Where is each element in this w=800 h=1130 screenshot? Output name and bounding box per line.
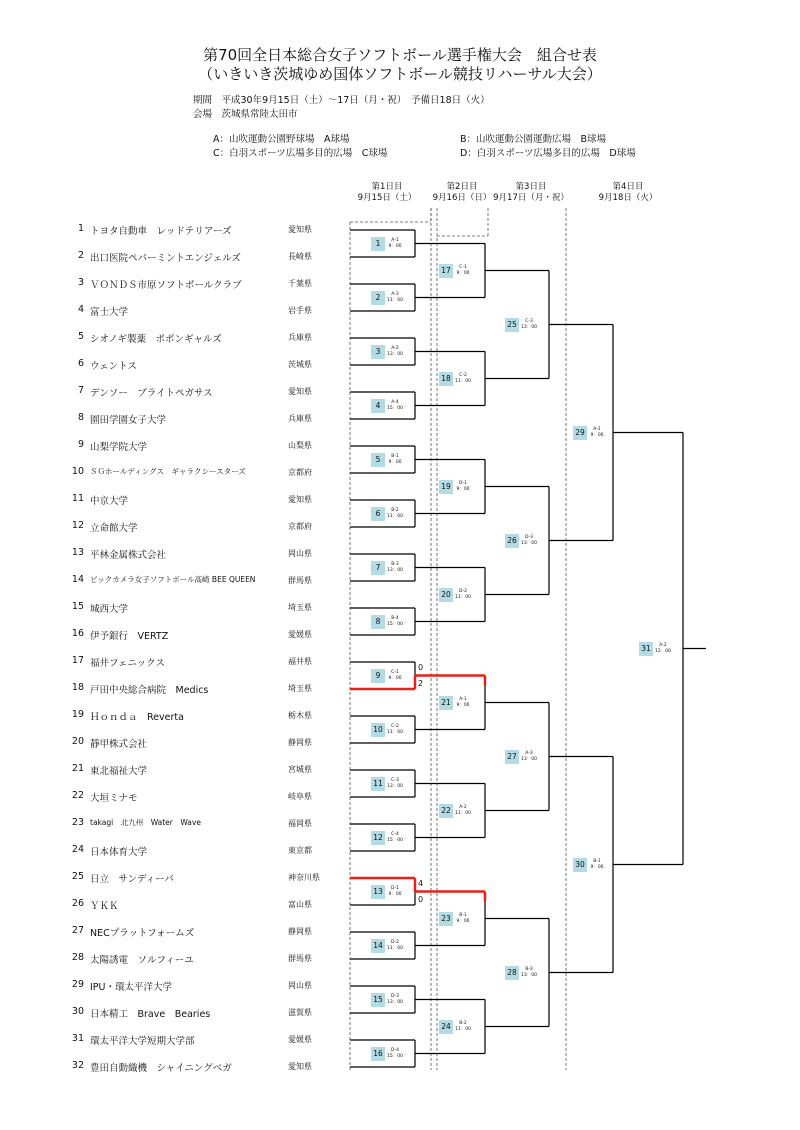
match-court: B-1 xyxy=(459,912,467,918)
match-info xyxy=(450,589,476,601)
team-prefecture: 群馬県 xyxy=(288,576,312,585)
match-info xyxy=(450,697,476,709)
team-prefecture: 千葉県 xyxy=(288,279,312,288)
team-prefecture: 埼玉県 xyxy=(288,603,312,612)
match-number: 12 xyxy=(371,831,385,845)
team-number: 19 xyxy=(71,709,84,720)
match-number: 18 xyxy=(439,372,453,386)
team-prefecture: 愛知県 xyxy=(288,495,312,504)
team-prefecture: 兵庫県 xyxy=(288,414,312,423)
team-name: 富士大学 xyxy=(90,307,129,318)
team-name: シオノギ製薬 ポポンギャルズ xyxy=(90,334,222,345)
team-number: 25 xyxy=(71,871,84,882)
venue-d: D：白羽スポーツ広場多目的広場 D球場 xyxy=(460,148,636,159)
team-number: 4 xyxy=(77,304,84,315)
team-prefecture: 神奈川県 xyxy=(288,873,320,882)
team-number: 22 xyxy=(71,790,84,801)
match-time: 13：00 xyxy=(521,756,537,762)
team-prefecture: 兵庫県 xyxy=(288,333,312,342)
match-info xyxy=(382,670,408,682)
match-info xyxy=(382,940,408,952)
match-info xyxy=(450,481,476,493)
team-number: 31 xyxy=(71,1033,84,1044)
team-number: 30 xyxy=(71,1006,84,1017)
team-number: 18 xyxy=(71,682,84,693)
match-court: B-1 xyxy=(391,453,399,459)
match-info xyxy=(584,859,610,871)
team-number: 14 xyxy=(71,574,84,585)
match-time: 12：00 xyxy=(655,648,671,654)
team-prefecture: 福井県 xyxy=(288,657,312,666)
team-prefecture: 岡山県 xyxy=(288,549,312,558)
match-time: 11：00 xyxy=(455,594,471,600)
match-court: C-2 xyxy=(391,723,399,729)
team-name: 日立 サンディーバ xyxy=(90,874,174,885)
match-time: 9：00 xyxy=(456,270,470,276)
team-name: 環太平洋大学短期大学部 xyxy=(90,1036,195,1047)
match-court: A-2 xyxy=(391,345,399,351)
match-time: 9：00 xyxy=(456,918,470,924)
period-label: 期間 平成30年9月15日（土）～17日（月・祝） 予備日18日（火） xyxy=(193,95,490,106)
match-court: B-3 xyxy=(391,561,399,567)
match-court: D-2 xyxy=(459,588,467,594)
match-court: A-1 xyxy=(391,237,399,243)
team-prefecture: 愛媛県 xyxy=(288,1035,312,1044)
team-name: takagi 北九州 Water Wave xyxy=(90,818,201,827)
match-info xyxy=(450,373,476,385)
match-number: 26 xyxy=(505,534,519,548)
team-number: 12 xyxy=(71,520,84,531)
match-number: 19 xyxy=(439,480,453,494)
match-court: B-2 xyxy=(391,507,399,513)
match-time: 9：00 xyxy=(388,675,402,681)
match-number: 15 xyxy=(371,993,385,1007)
site-label: 会場 茨城県常陸太田市 xyxy=(193,109,298,120)
match-time: 13：00 xyxy=(387,351,403,357)
match-info xyxy=(382,994,408,1006)
team-name: トヨタ自動車 レッドテリアーズ xyxy=(90,226,232,237)
match-time: 13：00 xyxy=(521,324,537,330)
match-court: D-4 xyxy=(391,1047,399,1053)
match-court: A-1 xyxy=(593,426,601,432)
team-name: 出口医院ペパーミントエンジェルズ xyxy=(90,253,241,264)
team-prefecture: 岡山県 xyxy=(288,981,312,990)
match-number: 13 xyxy=(371,885,385,899)
team-prefecture: 静岡県 xyxy=(288,927,312,936)
match-info xyxy=(382,346,408,358)
team-name: Ｈｏｎｄａ Reverta xyxy=(90,712,184,723)
match-number: 20 xyxy=(439,588,453,602)
match-court: C-2 xyxy=(459,372,467,378)
match-time: 11：00 xyxy=(387,297,403,303)
team-prefecture: 埼玉県 xyxy=(288,684,312,693)
day-date: 9月18日（火） xyxy=(598,193,658,203)
team-number: 16 xyxy=(71,628,84,639)
match-time: 15：00 xyxy=(387,405,403,411)
match-time: 15：00 xyxy=(387,1053,403,1059)
match-number: 16 xyxy=(371,1047,385,1061)
match-info xyxy=(516,319,542,331)
match-time: 9：00 xyxy=(456,702,470,708)
team-name: 園田学園女子大学 xyxy=(90,415,167,426)
venue-c: C：白羽スポーツ広場多目的広場 C球場 xyxy=(213,148,388,159)
match-time: 13：00 xyxy=(521,540,537,546)
team-name: 太陽誘電 ソルフィーユ xyxy=(90,955,194,966)
team-number: 7 xyxy=(77,385,84,396)
team-name: 豊田自動織機 シャイニングベガ xyxy=(90,1063,232,1074)
team-prefecture: 静岡県 xyxy=(288,738,312,747)
match-info xyxy=(382,886,408,898)
match-court: C-3 xyxy=(525,318,533,324)
team-number: 5 xyxy=(77,331,84,342)
team-name: 立命館大学 xyxy=(90,523,138,534)
match-number: 11 xyxy=(371,777,385,791)
team-name: 伊予銀行 VERTZ xyxy=(90,631,169,642)
match-info xyxy=(382,292,408,304)
team-name: ＳＧホールディングス ギャラクシースターズ xyxy=(90,467,246,476)
team-prefecture: 栃木県 xyxy=(288,711,312,720)
page-title: 第70回全日本総合女子ソフトボール選手権大会 組合せ表 xyxy=(203,46,597,64)
match-time: 15：00 xyxy=(387,837,403,843)
match-court: A-2 xyxy=(659,642,667,648)
team-number: 3 xyxy=(77,277,84,288)
match-number: 25 xyxy=(505,318,519,332)
match-time: 13：00 xyxy=(521,972,537,978)
match-number: 31 xyxy=(639,642,653,656)
match-number: 29 xyxy=(573,426,587,440)
match-court: D-3 xyxy=(525,534,533,540)
match-number: 3 xyxy=(371,345,385,359)
match-info xyxy=(516,967,542,979)
match-court: D-2 xyxy=(391,939,399,945)
team-name: デンソー ブライトペガサス xyxy=(90,388,213,399)
team-prefecture: 滋賀県 xyxy=(288,1008,312,1017)
match-info xyxy=(382,1048,408,1060)
match-time: 15：00 xyxy=(387,621,403,627)
venue-a: A：山吹運動公園野球場 A球場 xyxy=(213,134,350,145)
team-number: 20 xyxy=(71,736,84,747)
team-name: ＹＫＫ xyxy=(90,901,119,912)
match-number: 27 xyxy=(505,750,519,764)
match-time: 9：00 xyxy=(388,459,402,465)
team-number: 11 xyxy=(71,493,84,504)
day-name: 第1日目 xyxy=(371,182,403,192)
day-name: 第3日目 xyxy=(515,182,547,192)
team-name: 日本体育大学 xyxy=(90,847,148,858)
match-court: D-3 xyxy=(391,993,399,999)
team-number: 32 xyxy=(71,1060,84,1071)
match-info xyxy=(382,562,408,574)
match-time: 13：00 xyxy=(387,567,403,573)
match-number: 10 xyxy=(371,723,385,737)
match-score: 2 xyxy=(418,678,424,688)
match-time: 9：00 xyxy=(590,864,604,870)
match-number: 6 xyxy=(371,507,385,521)
team-name: 平林金属株式会社 xyxy=(90,550,167,561)
team-prefecture: 長崎県 xyxy=(288,252,312,261)
match-number: 30 xyxy=(573,858,587,872)
match-time: 9：00 xyxy=(456,486,470,492)
match-info xyxy=(516,535,542,547)
team-prefecture: 福岡県 xyxy=(288,819,312,828)
match-number: 7 xyxy=(371,561,385,575)
match-info xyxy=(382,616,408,628)
match-number: 8 xyxy=(371,615,385,629)
team-prefecture: 群馬県 xyxy=(288,954,312,963)
match-score: 4 xyxy=(418,878,424,888)
match-info xyxy=(382,724,408,736)
page-subtitle: （いきいき茨城ゆめ国体ソフトボール競技リハーサル大会） xyxy=(198,65,602,83)
match-court: A-3 xyxy=(391,291,399,297)
day-date: 9月16日（日） xyxy=(432,193,492,203)
team-name: ウェントス xyxy=(90,361,138,372)
match-info xyxy=(450,913,476,925)
team-prefecture: 岩手県 xyxy=(288,306,312,315)
match-number: 2 xyxy=(371,291,385,305)
match-court: A-2 xyxy=(459,804,467,810)
team-name: 東北福祉大学 xyxy=(90,766,148,777)
team-number: 2 xyxy=(77,250,84,261)
team-name: 中京大学 xyxy=(90,496,129,507)
team-prefecture: 愛知県 xyxy=(288,387,312,396)
team-prefecture: 宮城県 xyxy=(288,765,312,774)
team-number: 17 xyxy=(71,655,84,666)
team-number: 28 xyxy=(71,952,84,963)
match-info xyxy=(650,643,676,655)
team-prefecture: 愛媛県 xyxy=(288,630,312,639)
match-number: 21 xyxy=(439,696,453,710)
match-time: 13：00 xyxy=(387,999,403,1005)
team-number: 29 xyxy=(71,979,84,990)
match-court: B-3 xyxy=(525,966,533,972)
match-time: 11：00 xyxy=(387,945,403,951)
team-prefecture: 富山県 xyxy=(288,900,312,909)
match-score: 0 xyxy=(418,894,424,904)
match-number: 22 xyxy=(439,804,453,818)
team-name: 城西大学 xyxy=(90,604,129,615)
team-prefecture: 愛知県 xyxy=(288,225,312,234)
match-number: 4 xyxy=(371,399,385,413)
match-number: 23 xyxy=(439,912,453,926)
team-number: 8 xyxy=(77,412,84,423)
team-prefecture: 京都府 xyxy=(288,468,312,477)
team-name: 福井フェニックス xyxy=(90,658,166,669)
team-prefecture: 岐阜県 xyxy=(288,792,312,801)
match-time: 9：00 xyxy=(388,243,402,249)
match-number: 9 xyxy=(371,669,385,683)
match-court: B-4 xyxy=(391,615,399,621)
team-name: NECプラットフォームズ xyxy=(90,928,195,939)
match-info xyxy=(450,265,476,277)
match-court: C-4 xyxy=(391,831,399,837)
match-info xyxy=(382,508,408,520)
match-court: A-4 xyxy=(391,399,399,405)
match-info xyxy=(516,751,542,763)
team-number: 10 xyxy=(71,466,84,477)
team-number: 1 xyxy=(77,223,84,234)
team-number: 6 xyxy=(77,358,84,369)
team-name: 山梨学院大学 xyxy=(90,442,148,453)
team-name: 靜甲株式会社 xyxy=(90,739,148,750)
team-name: 戸田中央総合病院 Medics xyxy=(90,685,209,696)
team-name: 大垣ミナモ xyxy=(90,793,138,804)
match-court: C-3 xyxy=(391,777,399,783)
match-time: 11：00 xyxy=(455,1026,471,1032)
match-info xyxy=(382,454,408,466)
match-number: 28 xyxy=(505,966,519,980)
team-number: 24 xyxy=(71,844,84,855)
match-court: C-1 xyxy=(459,264,467,270)
match-info xyxy=(450,1021,476,1033)
team-prefecture: 東京都 xyxy=(288,846,312,855)
team-number: 26 xyxy=(71,898,84,909)
match-court: C-1 xyxy=(391,669,399,675)
match-number: 1 xyxy=(371,237,385,251)
match-time: 13：00 xyxy=(387,783,403,789)
match-court: B-1 xyxy=(593,858,601,864)
match-court: D-1 xyxy=(391,885,399,891)
team-number: 21 xyxy=(71,763,84,774)
match-time: 9：00 xyxy=(388,891,402,897)
team-number: 15 xyxy=(71,601,84,612)
match-info xyxy=(450,805,476,817)
match-info xyxy=(584,427,610,439)
team-name: IPU・環太平洋大学 xyxy=(90,982,172,993)
match-score: 0 xyxy=(418,662,424,672)
match-court: B-2 xyxy=(459,1020,467,1026)
match-time: 11：00 xyxy=(455,378,471,384)
match-info xyxy=(382,832,408,844)
day-date: 9月17日（月・祝） xyxy=(493,193,569,203)
team-number: 9 xyxy=(77,439,84,450)
team-number: 23 xyxy=(71,817,84,828)
day-name: 第4日目 xyxy=(612,182,644,192)
team-number: 27 xyxy=(71,925,84,936)
match-info xyxy=(382,400,408,412)
match-time: 9：00 xyxy=(590,432,604,438)
match-info xyxy=(382,238,408,250)
team-prefecture: 茨城県 xyxy=(288,360,312,369)
team-prefecture: 京都府 xyxy=(288,522,312,531)
match-time: 11：00 xyxy=(455,810,471,816)
match-time: 11：00 xyxy=(387,513,403,519)
match-court: A-3 xyxy=(525,750,533,756)
team-prefecture: 愛知県 xyxy=(288,1062,312,1071)
venue-b: B：山吹運動公園運動広場 B球場 xyxy=(460,134,607,145)
team-name: 日本精工 Brave Bearies xyxy=(90,1009,211,1020)
match-number: 24 xyxy=(439,1020,453,1034)
day-name: 第2日目 xyxy=(446,182,478,192)
day-date: 9月15日（土） xyxy=(357,193,417,203)
match-number: 17 xyxy=(439,264,453,278)
team-prefecture: 山梨県 xyxy=(288,441,312,450)
team-name: ビックカメラ女子ソフトボール高崎 BEE QUEEN xyxy=(90,575,256,584)
match-time: 11：00 xyxy=(387,729,403,735)
match-court: A-1 xyxy=(459,696,467,702)
team-name: ＶＯＮＤＳ市原ソフトボールクラブ xyxy=(90,280,242,291)
team-number: 13 xyxy=(71,547,84,558)
match-info xyxy=(382,778,408,790)
match-court: D-1 xyxy=(459,480,467,486)
match-number: 5 xyxy=(371,453,385,467)
match-number: 14 xyxy=(371,939,385,953)
